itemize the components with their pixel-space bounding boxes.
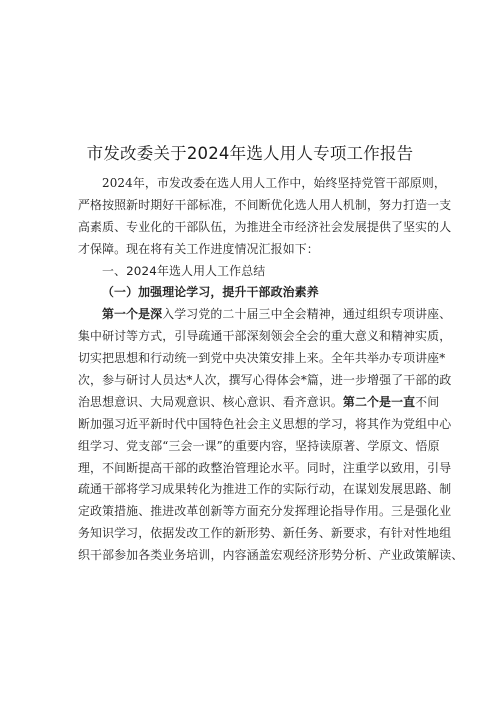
body-line-2: 集中研讨等方式，引导疏通干部深刻领会全会的重大意义和精神实质， xyxy=(78,329,452,344)
body-line-5 xyxy=(78,392,440,414)
body-text: 治思想意识、大局观意识、核心意识、看齐意识。 xyxy=(78,394,343,409)
body-line-8: 理，不间断提高干部的政整治管理论水平。同时，注重学以致用，引导 xyxy=(78,460,452,475)
body-text-tail: 不间 xyxy=(415,394,440,409)
body-line-1 xyxy=(78,304,452,326)
document-title: 市发改委关于2024年选人用人专项工作报告 xyxy=(86,144,414,163)
intro-line-1: 2024年，市发改委在选人用人工作中，始终坚持党管干部原则， xyxy=(102,176,446,190)
body-inline-bold: 第二个是一直 xyxy=(342,394,416,409)
body-line-12: 织干部参加各类业务培训，内容涵盖宏观经济形势分析、产业政策解读、 xyxy=(78,548,464,563)
body-line-6: 断加强习近平新时代中国特色社会主义思想的学习，将其作为党组中心 xyxy=(78,416,452,431)
intro-line-3: 高素质、专业化的干部队伍，为推进全市经济社会发展提供了坚实的人 xyxy=(78,219,452,234)
body-line-4: 次，参与研讨人员达*人次，撰写心得体会*篇，进一步增强了干部的政 xyxy=(78,373,452,388)
section-heading: 一、2024年选人用人工作总结 xyxy=(102,263,266,278)
body-lead-bold: 第一个是深 xyxy=(102,307,163,322)
document-body xyxy=(78,173,464,567)
intro-line-2: 严格按照新时期好干部标准，不间断优化选人用人机制，努力打造一支 xyxy=(78,197,452,212)
body-line-10: 定政策措施、推进改革创新等方面充分发挥理论指导作用。三是强化业 xyxy=(78,504,452,519)
body-line-7: 组学习、党支部“三会一课”的重要内容，坚持读原著、学原文、悟原 xyxy=(78,438,440,453)
body-line-9: 疏通干部将学习成果转化为推进工作的实际行动，在谋划发展思路、制 xyxy=(78,482,452,497)
body-line-3: 切实把思想和行动统一到党中央决策安排上来。全年共举办专项讲座* xyxy=(78,351,446,366)
intro-line-4: 才保障。现在将有关工作进度情况汇报如下： xyxy=(78,241,319,256)
subsection-heading: （一）加强理论学习，提升干部政治素养 xyxy=(102,285,319,300)
body-text: 入学习党的二十届三中全会精神，通过组织专项讲座、 xyxy=(162,307,452,322)
body-line-11: 务知识学习，依据发改工作的新形势、新任务、新要求，有针对性地组 xyxy=(78,526,452,541)
